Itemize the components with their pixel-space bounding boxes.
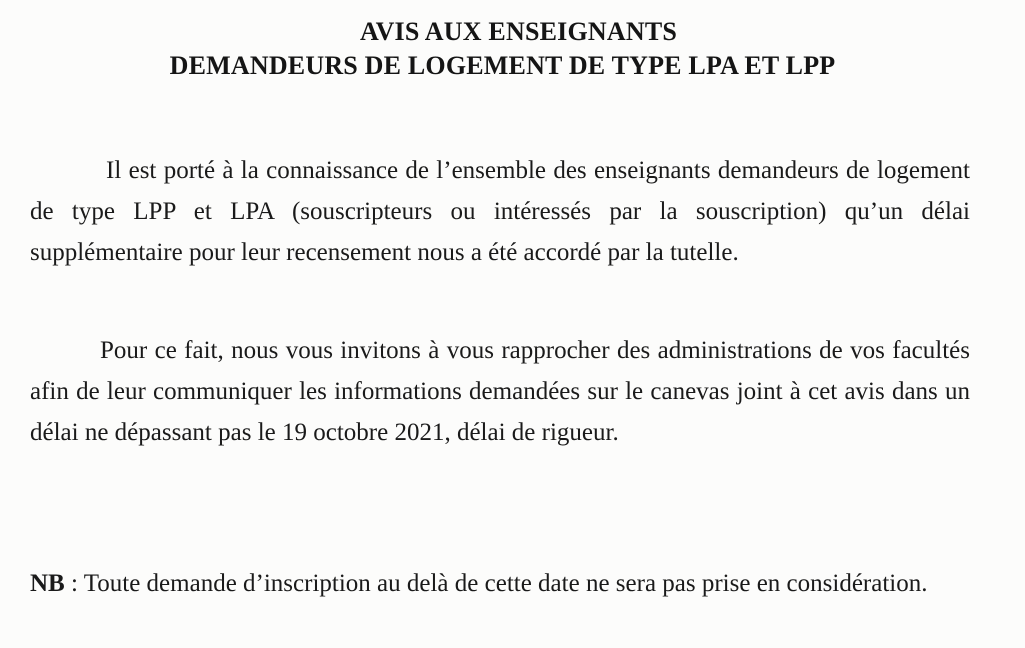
paragraph-1-text: Il est porté à la connaissance de l’ensemble des enseignants demandeurs de logement de type LPP et LPA (souscripteurs ou intéressés par la souscription) qu’un délai supplémentaire pour leur recensement nous a été accordé par la tutelle. <box>30 157 970 266</box>
nota-bene <box>30 563 970 604</box>
paragraph-2-text: Pour ce fait, nous vous invitons à vous rapprocher des administrations de vos facultés afin de leur communiquer les informations demandées sur le canevas joint à cet avis dans un délai ne dépassant pas le 19 octobre 2021, délai de rigueur. <box>30 337 970 446</box>
paragraph-announcement <box>30 150 970 273</box>
nb-separator: : <box>64 570 84 597</box>
nb-text: Toute demande d’inscription au delà de cette date ne sera pas prise en considération. <box>83 570 928 597</box>
notice-title-line-1: AVIS AUX ENSEIGNANTS <box>359 17 678 46</box>
paragraph-instructions <box>30 330 970 453</box>
nb-label: NB <box>30 570 65 597</box>
notice-title-line-2: DEMANDEURS DE LOGEMENT DE TYPE LPA ET LPP <box>169 51 836 80</box>
